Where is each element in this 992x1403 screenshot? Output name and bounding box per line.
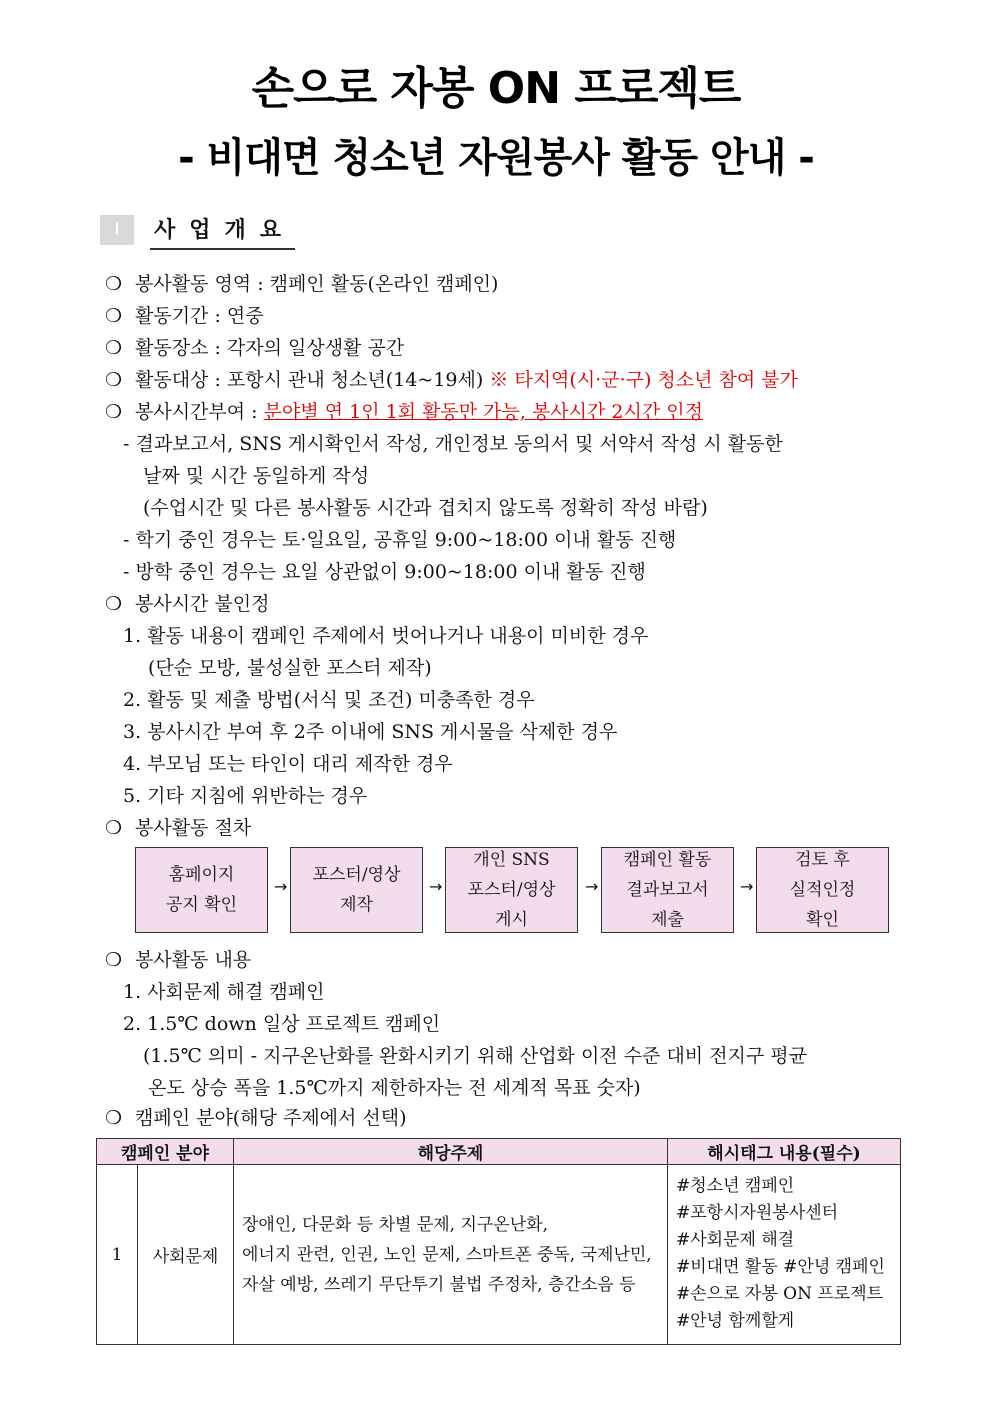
hours-detail-1-cont: 날짜 및 시간 동일하게 작성 [143,465,370,487]
item-period: ❍ 활동기간 : 연중 [105,305,264,327]
item-area: ❍ 봉사활동 영역 : 캠페인 활동(온라인 캠페인) [105,273,499,295]
not-recognized-1: 1. 활동 내용이 캠페인 주제에서 벗어나거나 내용이 미비한 경우 [123,625,649,647]
content-2: 2. 1.5℃ down 일상 프로젝트 캠페인 [123,1013,441,1035]
bullet-icon: ❍ [105,273,123,295]
item-procedure: ❍ 봉사활동 절차 [105,817,252,839]
arrow-right-icon: → [429,877,443,896]
arrow-right-icon: → [585,877,599,896]
hours-detail-1: - 결과보고서, SNS 게시확인서 작성, 개인정보 동의서 및 서약서 작성 시 활동한 [123,433,783,455]
header-field: 캠페인 분야 [97,1139,234,1165]
section-number: Ⅰ [100,215,134,245]
row-number: 1 [97,1165,138,1345]
item-place: ❍ 활동장소 : 각자의 일상생활 공간 [105,337,405,359]
content-2-note: (1.5℃ 의미 - 지구온난화를 완화시키기 위해 산업화 이전 수준 대비 전지구 평균 [143,1045,808,1067]
row-topic: 장애인, 다문화 등 차별 문제, 지구온난화, 에너지 관련, 인권, 노인 문제, 스마트폰 중독, 국제난민, 자살 예방, 쓰레기 무단투기 불법 주정차, 층간소음 등 [234,1165,668,1345]
not-recognized-3: 3. 봉사시간 부여 후 2주 이내에 SNS 게시물을 삭제한 경우 [123,721,618,743]
hashtag: #청소년 캠페인 [676,1176,795,1196]
hashtag: #비대면 활동 #안녕 캠페인 [676,1257,885,1277]
header-topic: 해당주제 [234,1139,668,1165]
flow-step-create: 포스터/영상 제작 [290,847,423,933]
item-field: ❍ 캠페인 분야(해당 주제에서 선택) [105,1107,407,1129]
content-1: 1. 사회문제 해결 캠페인 [123,981,325,1003]
item-content: ❍ 봉사활동 내용 [105,949,252,971]
not-recognized-1-note: (단순 모방, 불성실한 포스터 제작) [148,657,432,679]
hours-detail-3: - 방학 중인 경우는 요일 상관없이 9:00~18:00 이내 활동 진행 [123,561,646,583]
bullet-icon: ❍ [105,337,123,359]
content-2-note-cont: 온도 상승 폭을 1.5℃까지 제한하자는 전 세계적 목표 숫자) [148,1077,641,1099]
hashtag: #안녕 함께할게 [676,1311,795,1331]
item-hours: ❍ 봉사시간부여 : 분야별 연 1인 1회 활동만 가능, 봉사시간 2시간 인정 [105,401,703,423]
bullet-icon: ❍ [105,369,123,391]
flow-step-notice: 홈페이지 공지 확인 [135,847,268,933]
bullet-icon: ❍ [105,401,123,423]
section-title: 사업개요 [150,213,295,250]
flow-step-review: 검토 후 실적인정 확인 [756,847,889,933]
item-target: ❍ 활동대상 : 포항시 관내 청소년(14~19세) ※ 타지역(시·군·구) 청소년 참여 불가 [105,369,798,391]
hashtag: #손으로 자봉 ON 프로젝트 [676,1284,884,1304]
table-header-row [97,1139,901,1165]
hashtag: #포항시자원봉사센터 [676,1203,839,1223]
bullet-icon: ❍ [105,593,123,615]
row-field: 사회문제 [138,1165,234,1345]
item-not-recognized: ❍ 봉사시간 불인정 [105,593,270,615]
bullet-icon: ❍ [105,305,123,327]
header-hashtag: 해시태그 내용(필수) [668,1139,901,1165]
arrow-right-icon: → [274,877,288,896]
hashtag: #사회문제 해결 [676,1230,795,1250]
hours-detail-1-note: (수업시간 및 다른 봉사활동 시간과 겹치지 않도록 정확히 작성 바람) [143,497,708,519]
table-row [97,1165,901,1345]
not-recognized-4: 4. 부모님 또는 타인이 대리 제작한 경우 [123,753,453,775]
document-subtitle: - 비대면 청소년 자원봉사 활동 안내 - [178,135,814,181]
bullet-icon: ❍ [105,1107,123,1129]
campaign-table [96,1138,901,1345]
target-note: ※ 타지역(시·군·구) 청소년 참여 불가 [489,369,798,391]
arrow-right-icon: → [740,877,754,896]
flow-step-report: 캠페인 활동 결과보고서 제출 [601,847,734,933]
procedure-flow [135,847,895,933]
row-hashtags [668,1165,901,1345]
document-title: 손으로 자봉 ON 프로젝트 [251,63,741,114]
bullet-icon: ❍ [105,949,123,971]
hours-detail-2: - 학기 중인 경우는 토·일요일, 공휴일 9:00~18:00 이내 활동 진행 [123,529,677,551]
not-recognized-5: 5. 기타 지침에 위반하는 경우 [123,785,368,807]
bullet-icon: ❍ [105,817,123,839]
flow-step-post: 개인 SNS 포스터/영상 게시 [445,847,578,933]
hours-highlight: 분야별 연 1인 1회 활동만 가능, 봉사시간 2시간 인정 [263,401,703,423]
not-recognized-2: 2. 활동 및 제출 방법(서식 및 조건) 미충족한 경우 [123,689,535,711]
